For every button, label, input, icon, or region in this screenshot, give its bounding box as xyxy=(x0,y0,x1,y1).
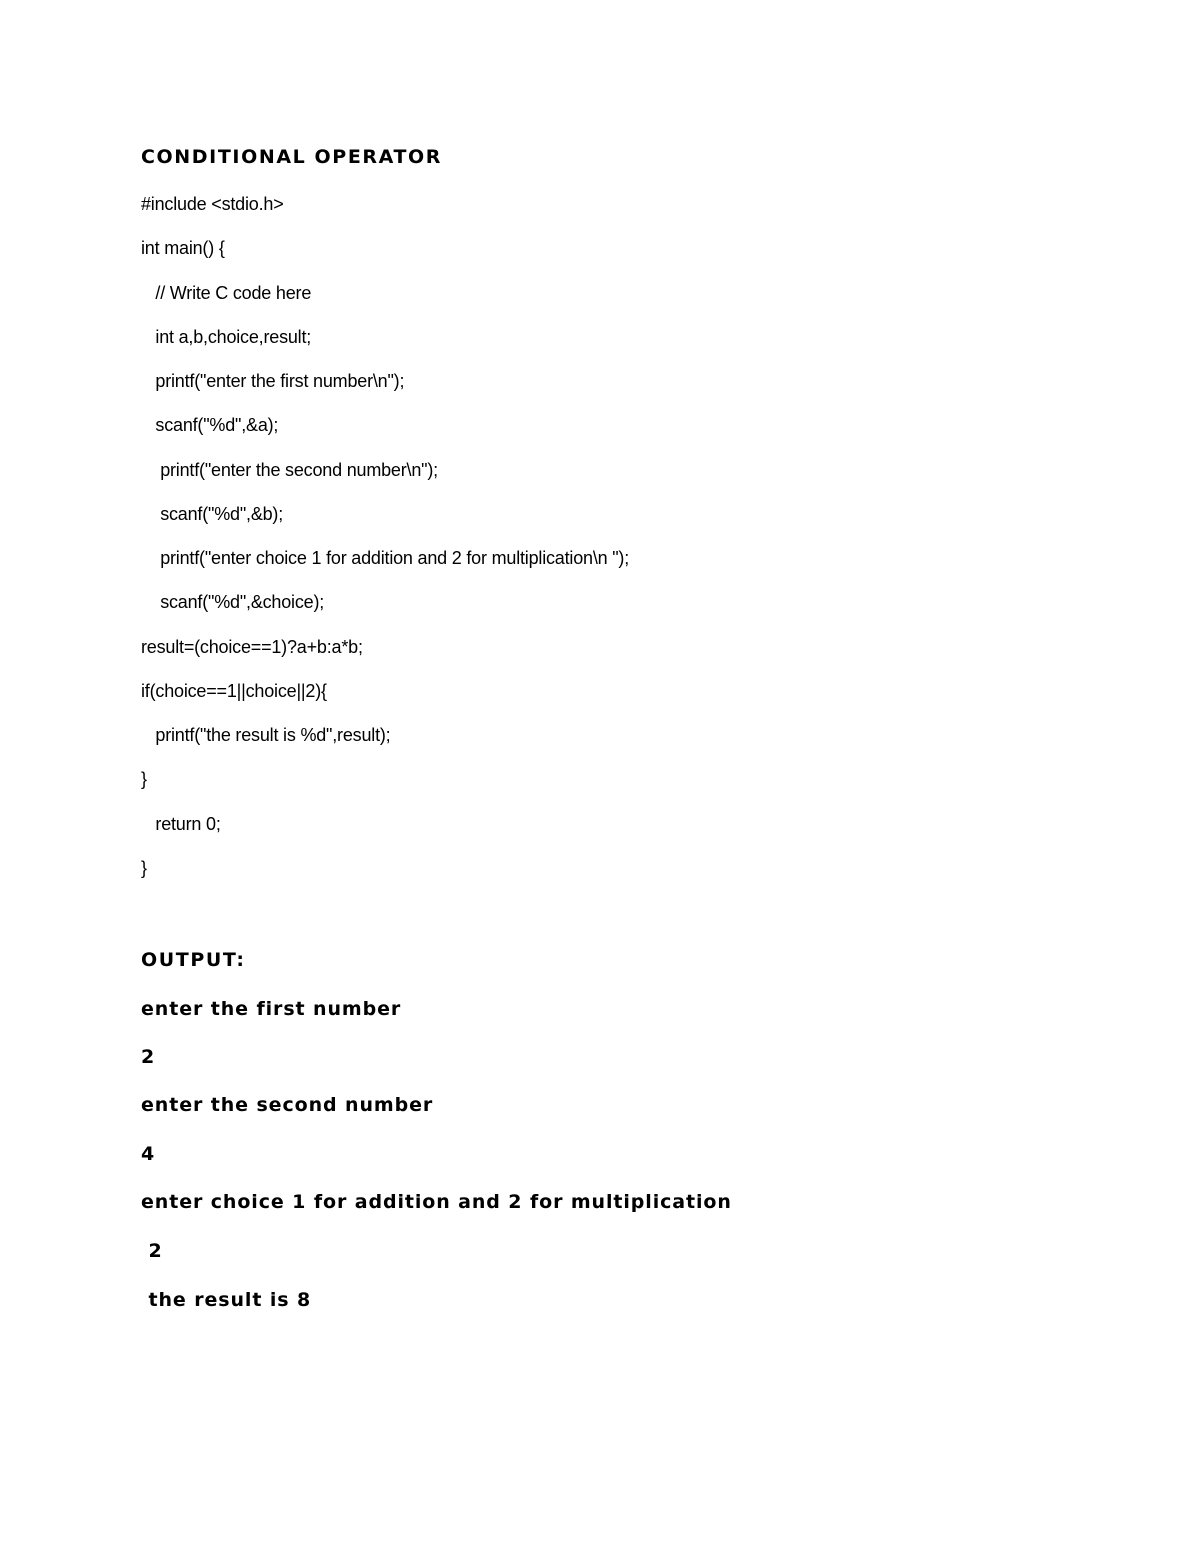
code-line: printf("enter the first number\n"); xyxy=(141,371,405,391)
code-line: return 0; xyxy=(141,814,221,834)
output-line: enter the second number xyxy=(141,1094,434,1116)
code-line: } xyxy=(141,769,147,789)
code-line: int a,b,choice,result; xyxy=(141,327,312,347)
output-heading: OUTPUT: xyxy=(141,949,246,971)
code-line: scanf("%d",&a); xyxy=(141,415,279,435)
code-line: // Write C code here xyxy=(141,283,312,303)
output-line: the result is 8 xyxy=(141,1289,312,1311)
code-line: int main() { xyxy=(141,238,225,258)
code-line: #include <stdio.h> xyxy=(141,194,284,214)
section-title: CONDITIONAL OPERATOR xyxy=(141,146,443,168)
output-line: 4 xyxy=(141,1143,156,1165)
code-line: printf("enter choice 1 for addition and 2 for multiplication\n "); xyxy=(141,548,630,568)
code-line: result=(choice==1)?a+b:a*b; xyxy=(141,637,363,657)
code-line: scanf("%d",&choice); xyxy=(141,592,325,612)
code-line: if(choice==1||choice||2){ xyxy=(141,681,327,701)
output-line: enter choice 1 for addition and 2 for multiplication xyxy=(141,1191,732,1213)
code-line: printf("enter the second number\n"); xyxy=(141,460,438,480)
code-line: } xyxy=(141,858,147,878)
output-line: 2 xyxy=(141,1240,163,1262)
output-line: 2 xyxy=(141,1046,156,1068)
code-line: scanf("%d",&b); xyxy=(141,504,284,524)
output-line: enter the first number xyxy=(141,998,402,1020)
code-line: printf("the result is %d",result); xyxy=(141,725,391,745)
